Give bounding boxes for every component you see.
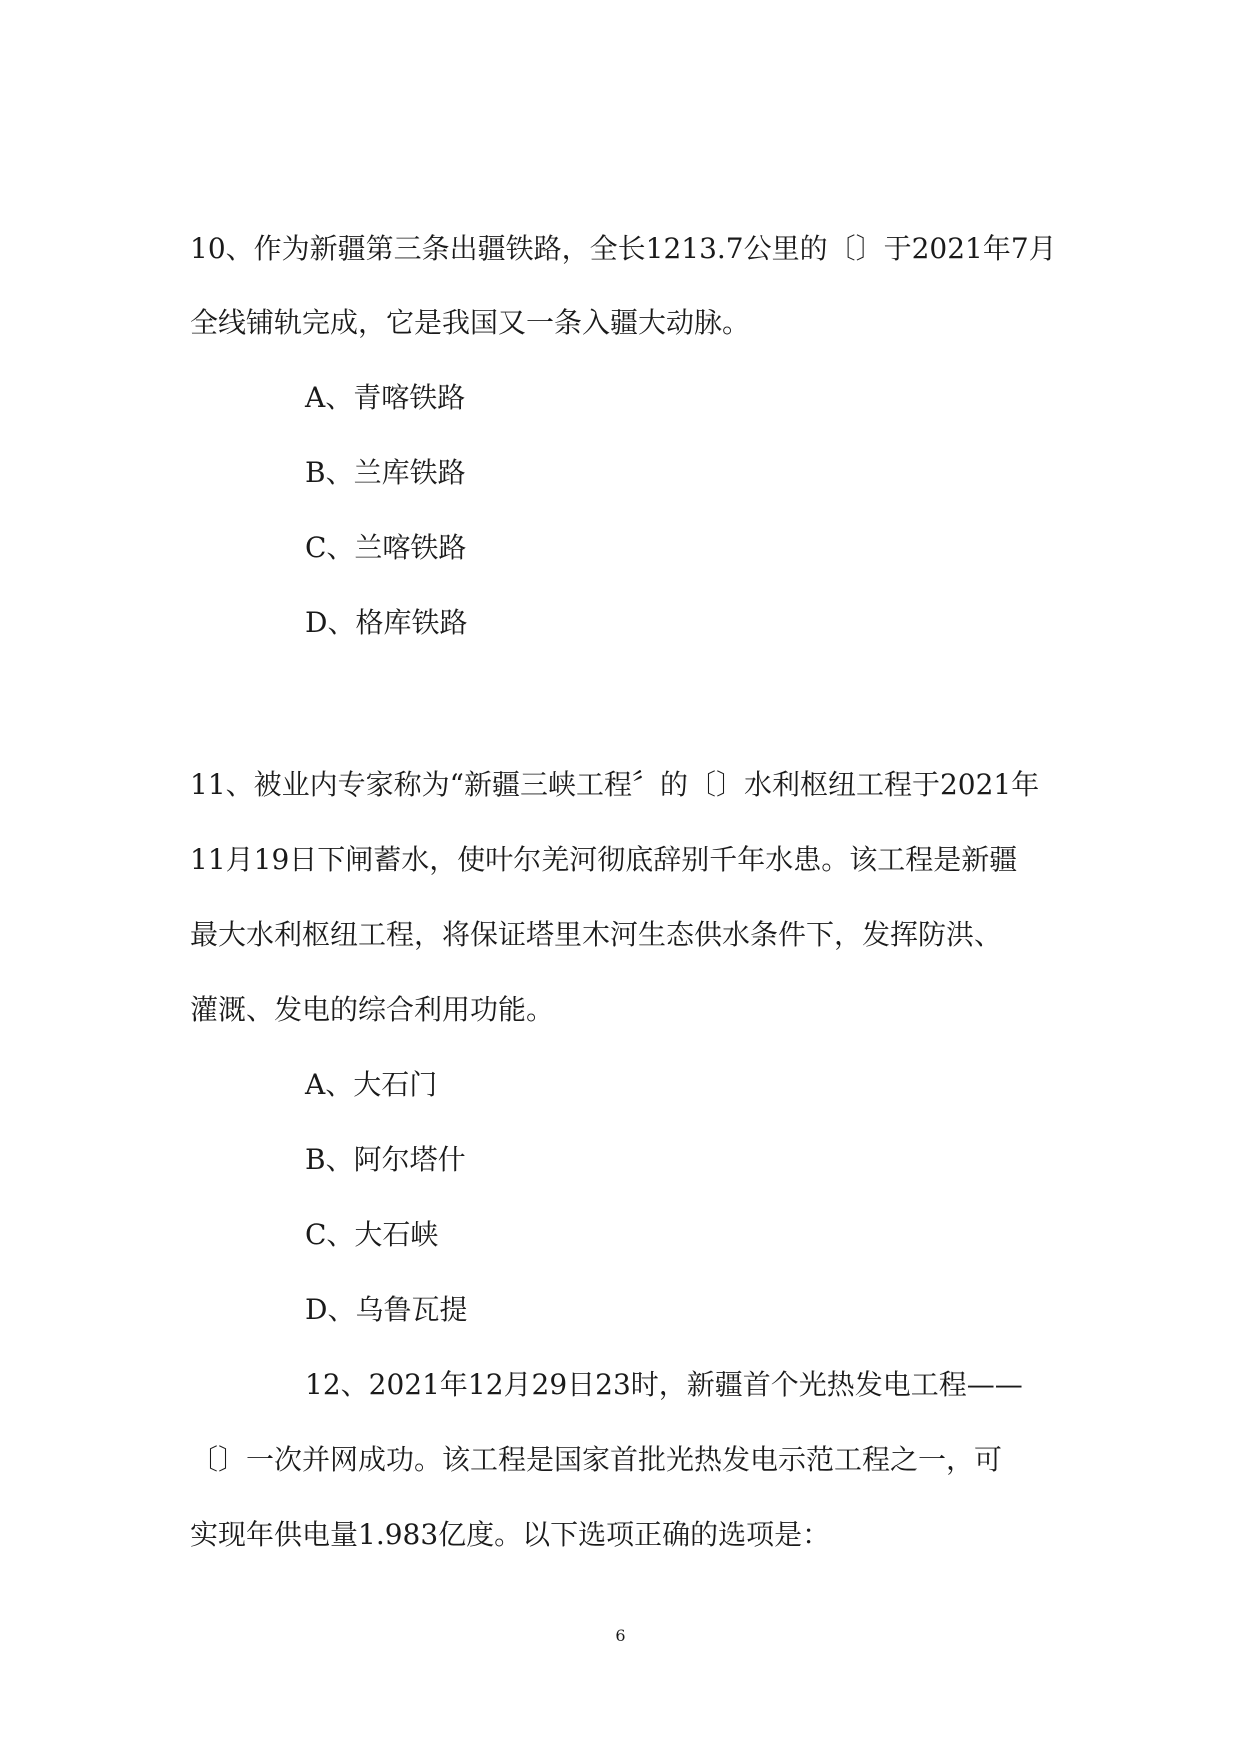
page-number: 6 [615,1626,626,1645]
q11-line-2: 11月19日下闸蓄水，使叶尔羌河彻底辞别千年水患。该工程是新疆 [190,843,1018,876]
q10-option-d: D、格库铁路 [305,606,468,639]
q10-option-c: C、兰喀铁路 [305,531,467,564]
q11-line-1: 11、被业内专家称为“新疆三峡工程〞的〔〕水利枢纽工程于2021年 [190,768,1040,801]
q12-line-2: 〔〕一次并网成功。该工程是国家首批光热发电示范工程之一，可 [190,1443,1003,1476]
q12-line-1: 12、2021年12月29日23时，新疆首个光热发电工程—— [305,1368,1023,1401]
q11-line-4: 灌溉、发电的综合利用功能。 [190,993,555,1026]
q11-option-a: A、大石门 [305,1068,438,1101]
q12-line-3: 实现年供电量1.983亿度。以下选项正确的选项是： [190,1518,831,1551]
q11-option-b: B、阿尔塔什 [305,1143,466,1176]
q10-line-1: 10、作为新疆第三条出疆铁路，全长1213.7公里的〔〕于2021年7月 [190,232,1057,265]
q11-option-d: D、乌鲁瓦提 [305,1293,468,1326]
q11-line-3: 最大水利枢纽工程，将保证塔里木河生态供水条件下，发挥防洪、 [190,918,1003,951]
q11-option-c: C、大石峡 [305,1218,439,1251]
q10-option-a: A、青喀铁路 [305,381,466,414]
q10-line-2: 全线铺轨完成，它是我国又一条入疆大动脉。 [190,306,751,339]
q10-option-b: B、兰库铁路 [305,456,466,489]
